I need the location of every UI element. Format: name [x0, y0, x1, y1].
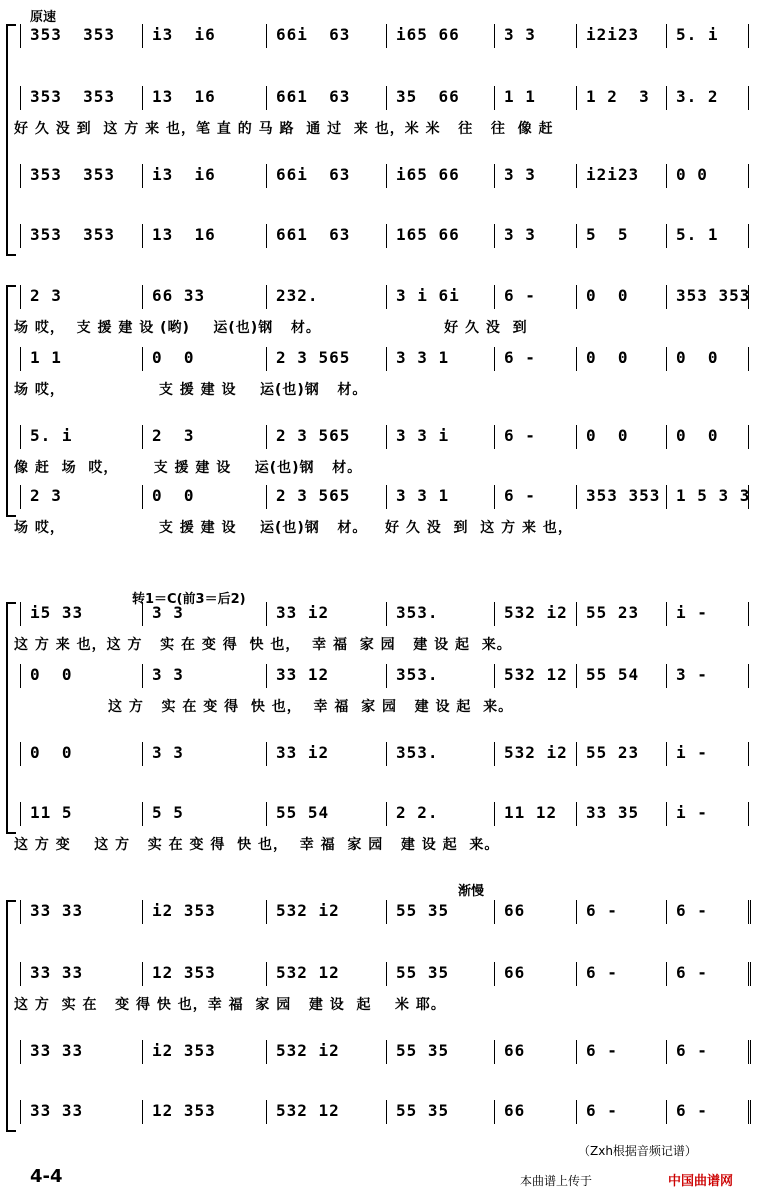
barline [666, 164, 667, 188]
barline [266, 164, 267, 188]
voice-row [14, 483, 754, 509]
barline [20, 962, 21, 986]
measure-notes: 353 353 [30, 87, 116, 106]
barline [666, 24, 667, 48]
barline [266, 802, 267, 826]
barline [494, 1100, 495, 1124]
measure-notes: 2 2. [396, 803, 439, 822]
measure-notes: 33 33 [30, 1101, 84, 1120]
voice-row [14, 960, 754, 986]
measure-notes: 165 66 [396, 225, 460, 244]
voice-row [14, 283, 754, 309]
barline [494, 86, 495, 110]
measure-notes: 532 12 [276, 1101, 340, 1120]
barline [266, 962, 267, 986]
barline [666, 285, 667, 309]
voice-row [14, 600, 754, 626]
tempo-rit-marking: 渐慢 [458, 884, 485, 899]
barline [20, 742, 21, 766]
barline [386, 900, 387, 924]
barline [666, 742, 667, 766]
barline [266, 602, 267, 626]
score-system [14, 22, 754, 282]
measure-notes: i2 353 [152, 1041, 216, 1060]
barline [666, 1040, 667, 1064]
measure-notes: 0 0 [586, 348, 629, 367]
barline [576, 602, 577, 626]
voice-row [14, 1038, 754, 1064]
voice-row [14, 740, 754, 766]
measure-notes: 3 3 1 [396, 348, 450, 367]
measure-notes: 532 12 [504, 665, 568, 684]
barline [748, 164, 749, 188]
lyric-line: 像 赶 场 哎， 支 援 建 设 运(也)钢 材。 [14, 460, 363, 476]
barline [666, 1100, 667, 1124]
voice-row [14, 345, 754, 371]
measure-notes: i3 i6 [152, 25, 216, 44]
voice-row [14, 84, 754, 110]
upload-note: 本曲谱上传于 [520, 1174, 593, 1188]
voice-row [14, 1098, 754, 1124]
voice-row [14, 22, 754, 48]
voice-row [14, 898, 754, 924]
barline [748, 86, 749, 110]
measure-notes: 0 0 [30, 665, 73, 684]
page-number: 4-4 [30, 1166, 63, 1187]
barline [494, 802, 495, 826]
barline [20, 285, 21, 309]
measure-notes: i2i23 [586, 165, 640, 184]
measure-notes: 3 3 [504, 225, 536, 244]
lyric-line: 场 哎， 支 援 建 设 运(也)钢 材。 好 久 没 到 这 方 来 也， [14, 520, 573, 536]
barline [20, 347, 21, 371]
barline [386, 285, 387, 309]
barline [748, 24, 749, 48]
measure-notes: 3 3 [504, 25, 536, 44]
measure-notes: 1 5 3 3 [676, 486, 751, 505]
measure-notes: 3 3 1 [396, 486, 450, 505]
barline [576, 24, 577, 48]
barline [748, 900, 754, 924]
measure-notes: 11 5 [30, 803, 73, 822]
barline [666, 602, 667, 626]
barline [20, 86, 21, 110]
barline [748, 664, 749, 688]
measure-notes: 2 3 565 [276, 426, 351, 445]
measure-notes: 2 3 [30, 486, 62, 505]
measure-notes: 2 3 [30, 286, 62, 305]
measure-notes: 6 - [504, 286, 536, 305]
measure-notes: i3 i6 [152, 165, 216, 184]
barline [666, 347, 667, 371]
barline [386, 742, 387, 766]
barline [142, 224, 143, 248]
measure-notes: 0 0 [676, 165, 708, 184]
barline [266, 664, 267, 688]
barline [386, 347, 387, 371]
measure-notes: 1 2 3 [586, 87, 650, 106]
measure-notes: 33 33 [30, 1041, 84, 1060]
barline [142, 1100, 143, 1124]
measure-notes: 33 35 [586, 803, 640, 822]
measure-notes: 55 35 [396, 1101, 450, 1120]
measure-notes: 353. [396, 665, 439, 684]
barline [20, 802, 21, 826]
measure-notes: 3 i 6i [396, 286, 460, 305]
measure-notes: 3 3 [152, 603, 184, 622]
measure-notes: 55 23 [586, 603, 640, 622]
measure-notes: 55 54 [586, 665, 640, 684]
measure-notes: 3 3 [152, 665, 184, 684]
barline [266, 1040, 267, 1064]
barline [266, 86, 267, 110]
measure-notes: 13 16 [152, 87, 216, 106]
barline [748, 224, 749, 248]
barline [386, 86, 387, 110]
barline [494, 425, 495, 449]
barline [386, 962, 387, 986]
barline [386, 24, 387, 48]
barline [20, 164, 21, 188]
barline [20, 900, 21, 924]
barline [142, 285, 143, 309]
measure-notes: 6 - [676, 963, 708, 982]
barline [20, 602, 21, 626]
lyric-line: 场 哎， 支 援 建 设 (哟) 运(也)钢 材。 好 久 没 到 [14, 320, 528, 336]
measure-notes: 5 5 [586, 225, 629, 244]
measure-notes: i - [676, 603, 708, 622]
measure-notes: 3 3 i [396, 426, 450, 445]
barline [576, 962, 577, 986]
barline [494, 347, 495, 371]
barline [748, 602, 749, 626]
barline [386, 164, 387, 188]
barline [266, 742, 267, 766]
barline [142, 164, 143, 188]
measure-notes: 55 23 [586, 743, 640, 762]
measure-notes: 6 - [676, 1041, 708, 1060]
voice-row [14, 662, 754, 688]
measure-notes: 3 - [676, 665, 708, 684]
barline [576, 86, 577, 110]
measure-notes: 5. 1 [676, 225, 719, 244]
barline [142, 24, 143, 48]
barline [576, 164, 577, 188]
measure-notes: 532 12 [276, 963, 340, 982]
barline [748, 802, 749, 826]
barline [666, 224, 667, 248]
measure-notes: 0 0 [586, 426, 629, 445]
measure-notes: 353 353 [30, 225, 116, 244]
barline [266, 347, 267, 371]
measure-notes: 2 3 565 [276, 486, 351, 505]
barline [142, 347, 143, 371]
barline [266, 485, 267, 509]
measure-notes: 6 - [504, 348, 536, 367]
barline [386, 224, 387, 248]
barline [142, 425, 143, 449]
barline [266, 24, 267, 48]
measure-notes: 0 0 [676, 348, 719, 367]
measure-notes: i - [676, 803, 708, 822]
site-logo: 中国曲谱网 [668, 1174, 734, 1189]
barline [666, 485, 667, 509]
measure-notes: 6 - [586, 1101, 618, 1120]
measure-notes: 353 353 [586, 486, 661, 505]
barline [386, 802, 387, 826]
barline [20, 485, 21, 509]
barline [576, 1100, 577, 1124]
barline [142, 962, 143, 986]
lyric-line: 好 久 没 到 这 方 来 也，笔 直 的 马 路 通 过 来 也，米 米 往 往 像 赶 [14, 121, 554, 137]
lyric-line: 这 方 实 在 变 得 快 也， 幸 福 家 园 建 设 起 来。 [14, 699, 514, 715]
barline [494, 900, 495, 924]
measure-notes: 6 - [586, 963, 618, 982]
barline [494, 664, 495, 688]
barline [666, 962, 667, 986]
measure-notes: i - [676, 743, 708, 762]
barline [748, 347, 749, 371]
barline [494, 602, 495, 626]
measure-notes: 66 [504, 901, 526, 920]
barline [20, 1100, 21, 1124]
barline [748, 425, 749, 449]
barline [386, 602, 387, 626]
barline [20, 664, 21, 688]
barline [576, 1040, 577, 1064]
barline [20, 24, 21, 48]
measure-notes: 6 - [676, 1101, 708, 1120]
measure-notes: 6 - [504, 486, 536, 505]
measure-notes: 0 0 [586, 286, 629, 305]
barline [666, 664, 667, 688]
measure-notes: 532 i2 [276, 901, 340, 920]
measure-notes: 353 353 [30, 165, 116, 184]
measure-notes: 6 - [504, 426, 536, 445]
barline [494, 962, 495, 986]
measure-notes: 2 3 [152, 426, 195, 445]
measure-notes: 66i 63 [276, 25, 351, 44]
barline [576, 425, 577, 449]
measure-notes: 66 [504, 1041, 526, 1060]
barline [266, 425, 267, 449]
barline [266, 1100, 267, 1124]
measure-notes: 661 63 [276, 87, 351, 106]
barline [20, 224, 21, 248]
voice-row [14, 800, 754, 826]
barline [494, 164, 495, 188]
measure-notes: 532 i2 [504, 603, 568, 622]
measure-notes: 6 - [586, 1041, 618, 1060]
barline [266, 285, 267, 309]
measure-notes: 12 353 [152, 1101, 216, 1120]
measure-notes: 532 i2 [504, 743, 568, 762]
measure-notes: 55 35 [396, 901, 450, 920]
barline [142, 86, 143, 110]
barline [666, 900, 667, 924]
measure-notes: 0 0 [152, 348, 195, 367]
barline [576, 285, 577, 309]
measure-notes: i65 66 [396, 165, 460, 184]
measure-notes: i65 66 [396, 25, 460, 44]
measure-notes: 3 3 [152, 743, 184, 762]
barline [142, 900, 143, 924]
barline [748, 742, 749, 766]
measure-notes: 661 63 [276, 225, 351, 244]
barline [494, 224, 495, 248]
measure-notes: i2 353 [152, 901, 216, 920]
barline [20, 1040, 21, 1064]
barline [386, 664, 387, 688]
score-system [14, 898, 754, 1158]
barline [748, 962, 754, 986]
voice-row [14, 162, 754, 188]
barline [142, 802, 143, 826]
measure-notes: 33 33 [30, 963, 84, 982]
barline [266, 900, 267, 924]
lyric-line: 这 方 实 在 变 得 快 也，幸 福 家 园 建 设 起 米 耶。 [14, 997, 446, 1013]
barline [494, 485, 495, 509]
barline [494, 24, 495, 48]
barline [386, 1100, 387, 1124]
measure-notes: 0 0 [676, 426, 719, 445]
measure-notes: 5. i [30, 426, 73, 445]
barline [142, 1040, 143, 1064]
barline [576, 664, 577, 688]
measure-notes: 353 353 [676, 286, 751, 305]
measure-notes: 6 - [586, 901, 618, 920]
barline [748, 1040, 754, 1064]
barline [576, 224, 577, 248]
measure-notes: 13 16 [152, 225, 216, 244]
measure-notes: 0 0 [152, 486, 195, 505]
measure-notes: 6 - [676, 901, 708, 920]
measure-notes: 3. 2 [676, 87, 719, 106]
barline [20, 425, 21, 449]
barline [386, 1040, 387, 1064]
measure-notes: 12 353 [152, 963, 216, 982]
measure-notes: 5 5 [152, 803, 184, 822]
barline [494, 1040, 495, 1064]
barline [666, 425, 667, 449]
measure-notes: 1 1 [30, 348, 62, 367]
measure-notes: i5 33 [30, 603, 84, 622]
barline [142, 664, 143, 688]
barline [494, 285, 495, 309]
measure-notes: 1 1 [504, 87, 536, 106]
measure-notes: 55 35 [396, 963, 450, 982]
voice-row [14, 222, 754, 248]
measure-notes: 33 12 [276, 665, 330, 684]
barline [576, 900, 577, 924]
measure-notes: 55 35 [396, 1041, 450, 1060]
lyric-line: 这 方 变 这 方 实 在 变 得 快 也， 幸 福 家 园 建 设 起 来。 [14, 837, 500, 853]
measure-notes: 66 [504, 963, 526, 982]
measure-notes: 33 33 [30, 901, 84, 920]
measure-notes: 0 0 [30, 743, 73, 762]
measure-notes: 5. i [676, 25, 719, 44]
barline [142, 485, 143, 509]
transcriber-note: （Zxh根据音频记谱） [578, 1144, 697, 1158]
measure-notes: 66 33 [152, 286, 206, 305]
measure-notes: 33 i2 [276, 603, 330, 622]
barline [748, 1100, 754, 1124]
barline [386, 425, 387, 449]
barline [142, 742, 143, 766]
measure-notes: 3 3 [504, 165, 536, 184]
lyric-line: 场 哎， 支 援 建 设 运(也)钢 材。 [14, 382, 368, 398]
barline [576, 742, 577, 766]
measure-notes: i2i23 [586, 25, 640, 44]
measure-notes: 35 66 [396, 87, 460, 106]
measure-notes: 232. [276, 286, 319, 305]
measure-notes: 532 i2 [276, 1041, 340, 1060]
barline [666, 86, 667, 110]
measure-notes: 353. [396, 603, 439, 622]
measure-notes: 66 [504, 1101, 526, 1120]
barline [576, 485, 577, 509]
barline [666, 802, 667, 826]
key-change-marking: 转1＝C(前3＝后2) [132, 592, 246, 607]
barline [386, 485, 387, 509]
measure-notes: 2 3 565 [276, 348, 351, 367]
measure-notes: 55 54 [276, 803, 330, 822]
measure-notes: 11 12 [504, 803, 558, 822]
measure-notes: 33 i2 [276, 743, 330, 762]
barline [576, 347, 577, 371]
voice-row [14, 423, 754, 449]
barline [576, 802, 577, 826]
measure-notes: 66i 63 [276, 165, 351, 184]
measure-notes: 353. [396, 743, 439, 762]
tempo-marking: 原速 [30, 10, 57, 25]
barline [494, 742, 495, 766]
measure-notes: 353 353 [30, 25, 116, 44]
barline [266, 224, 267, 248]
lyric-line: 这 方 来 也，这 方 实 在 变 得 快 也， 幸 福 家 园 建 设 起 来。 [14, 637, 512, 653]
